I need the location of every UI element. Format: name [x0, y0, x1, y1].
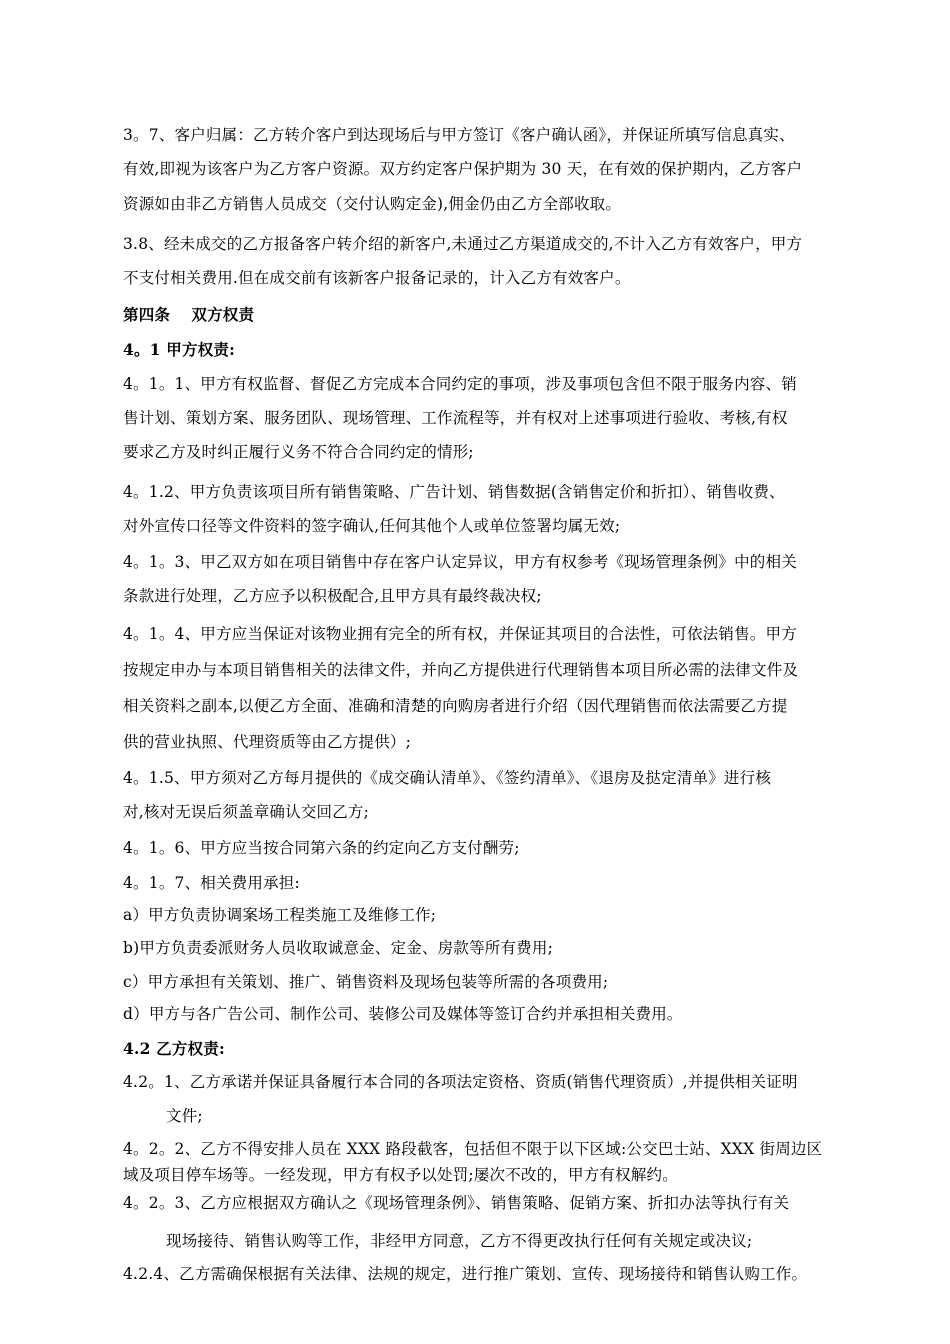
clause-4-1-1-line-1: 4。1。1、甲方有权监督、督促乙方完成本合同约定的事项，涉及事项包含但不限于服务内容、销	[123, 375, 797, 393]
clause-4-1-7-item-a: a）甲方负责协调案场工程类施工及维修工作;	[123, 906, 437, 924]
section-4-1-heading: 4。1 甲方权责:	[123, 340, 235, 359]
clause-3-8-line-2: 不支付相关费用.但在成交前有该新客户报备记录的，计入乙方有效客户。	[123, 269, 631, 287]
clause-4-1-7-item-d: d）甲方与各广告公司、制作公司、装修公司及媒体等签订合约并承担相关费用。	[123, 1005, 683, 1023]
clause-4-1-6: 4。1。6、甲方应当按合同第六条的约定向乙方支付酬劳;	[123, 839, 520, 857]
clause-4-1-3-line-2: 条款进行处理，乙方应予以积极配合,且甲方具有最终裁决权;	[123, 587, 542, 605]
clause-4-1-7-item-c: c）甲方承担有关策划、推广、销售资料及现场包装等所需的各项费用;	[123, 973, 609, 991]
clause-4-1-1-line-2: 售计划、策划方案、服务团队、现场管理、工作流程等，并有权对上述事项进行验收、考核,有权	[123, 409, 788, 427]
clause-4-2-1-line-1: 4.2。1、乙方承诺并保证具备履行本合同的各项法定资格、资质(销售代理资质）,并提供相关证明	[123, 1073, 798, 1091]
clause-4-1-4-line-4: 供的营业执照、代理资质等由乙方提供）;	[123, 733, 412, 751]
clause-4-2-4: 4.2.4、乙方需确保根据有关法律、法规的规定，进行推广策划、宣传、现场接待和销售认购工作。	[123, 1265, 808, 1283]
clause-4-2-2-line-2: 域及项目停车场等。一经发现，甲方有权予以处罚;屡次不改的，甲方有权解约。	[123, 1166, 678, 1184]
clause-3-7-line-1: 3。7、客户归属：乙方转介客户到达现场后与甲方签订《客户确认函》，并保证所填写信息真实、	[123, 126, 795, 144]
clause-4-1-5-line-2: 对,核对无误后须盖章确认交回乙方;	[123, 803, 370, 821]
clause-4-1-7-item-b: b)甲方负责委派财务人员收取诚意金、定金、房款等所有费用;	[123, 939, 553, 957]
clause-4-1-4-line-2: 按规定申办与本项目销售相关的法律文件，并向乙方提供进行代理销售本项目所必需的法律文件及	[123, 661, 799, 679]
clause-4-1-1-line-3: 要求乙方及时纠正履行义务不符合合同约定的情形;	[123, 443, 474, 461]
clause-4-1-3-line-1: 4。1。3、甲乙双方如在项目销售中存在客户认定异议，甲方有权参考《现场管理条例》中的相关	[123, 553, 797, 571]
clause-4-1-4-line-1: 4。1。4、甲方应当保证对该物业拥有完全的所有权，并保证其项目的合法性，可依法销售。甲方	[123, 625, 797, 643]
clause-4-2-3-line-2: 现场接待、销售认购等工作，非经甲方同意，乙方不得更改执行任何有关规定或决议;	[166, 1232, 753, 1250]
clause-3-7-line-2: 有效,即视为该客户为乙方客户资源。双方约定客户保护期为 30 天，在有效的保护期内，乙方客户	[123, 160, 803, 178]
clause-4-1-2-line-1: 4。1.2、甲方负责该项目所有销售策略、广告计划、销售数据(含销售定价和折扣）、销售收费、	[123, 483, 785, 501]
clause-4-2-2-line-1: 4。2。2、乙方不得安排人员在 XXX 路段截客，包括但不限于以下区域:公交巴士站、XXX 街周边区	[123, 1140, 823, 1158]
clause-3-7-line-3: 资源如由非乙方销售人员成交（交付认购定金),佣金仍由乙方全部收取。	[123, 195, 622, 213]
clause-4-1-5-line-1: 4。1.5、甲方须对乙方每月提供的《成交确认清单》、《签约清单》、《退房及挞定清单》进行核	[123, 769, 772, 787]
clause-4-1-2-line-2: 对外宣传口径等文件资料的签字确认,任何其他个人或单位签署均属无效;	[123, 517, 621, 535]
clause-4-2-1-line-2: 文件;	[166, 1107, 203, 1125]
clause-4-1-4-line-3: 相关资料之副本,以便乙方全面、准确和清楚的向购房者进行介绍（因代理销售而依法需要乙方提	[123, 697, 788, 715]
article-4-heading: 第四条 双方权责	[123, 305, 255, 324]
section-4-2-heading: 4.2 乙方权责:	[123, 1039, 225, 1058]
clause-4-1-7: 4。1。7、相关费用承担:	[123, 874, 300, 892]
clause-3-8-line-1: 3.8、经未成交的乙方报备客户转介绍的新客户,未通过乙方渠道成交的,不计入乙方有效客户，甲方	[123, 235, 803, 253]
clause-4-2-3-line-1: 4。2。3、乙方应根据双方确认之《现场管理条例》、销售策略、促销方案、折扣办法等执行有关	[123, 1194, 790, 1212]
